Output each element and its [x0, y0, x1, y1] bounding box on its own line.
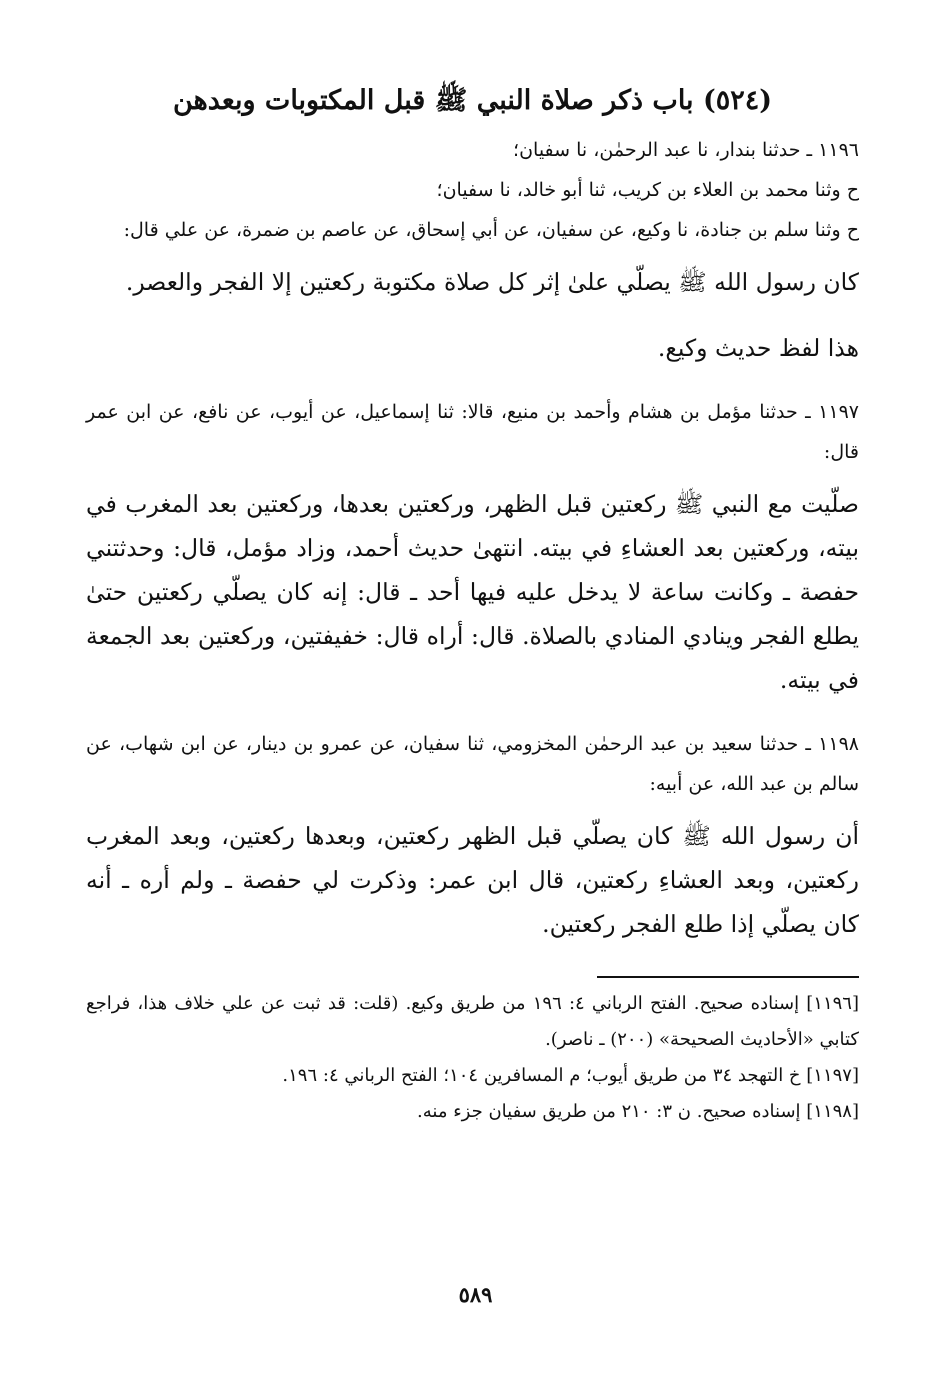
- isnad-chain: ١١٩٨ ـ حدثنا سعيد بن عبد الرحمٰن المخزومي، ثنا سفيان، عن عمرو بن دينار، عن ابن شهاب، عن سالم بن عبد الله، عن أبيه:: [86, 733, 859, 795]
- hadith-text: أن رسول الله ﷺ كان يصلّي قبل الظهر ركعتين، وبعدها ركعتين، وبعد المغرب ركعتين، وبعد العشاءِ ركعتين، قال ابن عمر: وذكرت لي حفصة ـ ولم أره ـ أنه كان يصلّي إذا طلع الفجر ركعتين.: [86, 822, 859, 938]
- footnote-divider: [597, 976, 859, 978]
- hadith-1196: [86, 130, 859, 370]
- footnote: [١١٩٧] خ التهجد ٣٤ من طريق أيوب؛ م المسافرين ١٠٤؛ الفتح الرباني ٤: ١٩٦.: [282, 1065, 859, 1086]
- footnote: [١١٩٦] إسناده صحيح. الفتح الرباني ٤: ١٩٦ من طريق وكيع. (قلت: قد ثبت عن علي خلاف هذا، فراجع كتابي «الأحاديث الصحيحة» (٢٠٠) ـ ناصر).: [86, 993, 859, 1050]
- isnad-chain: ١١٩٧ ـ حدثنا مؤمل بن هشام وأحمد بن منيع، قالا: ثنا إسماعيل، عن أيوب، عن نافع، عن ابن عمر قال:: [86, 401, 859, 463]
- footnote: [١١٩٨] إسناده صحيح. ن ٣: ٢١٠ من طريق سفيان جزء منه.: [417, 1101, 859, 1122]
- page-number: ٥٨٩: [458, 1282, 493, 1307]
- hadith-1198: [86, 724, 859, 946]
- footnotes: [86, 986, 859, 1130]
- hadith-text: صلّيت مع النبي ﷺ ركعتين قبل الظهر، وركعتين بعدها، وركعتين بعد المغرب في بيته، وركعتين بعد العشاءِ في بيته. انتهىٰ حديث أحمد، وزاد مؤمل، قال: وحدثتني حفصة ـ وكانت ساعة لا يدخل عليه فيها أحد ـ قال: إنه كان يصلّي ركعتين حتىٰ يطلع الفجر وينادي المنادي بالصلاة. قال: أراه قال: خفيفتين، وركعتين بعد الجمعة في بيته.: [86, 490, 859, 694]
- isnad-chain: ح وثنا محمد بن العلاء بن كريب، ثنا أبو خالد، نا سفيان؛: [436, 179, 859, 201]
- isnad-chain: ح وثنا سلم بن جنادة، نا وكيع، عن سفيان، عن أبي إسحاق، عن عاصم بن ضمرة، عن علي قال:: [123, 219, 859, 241]
- hadith-text: كان رسول الله ﷺ يصلّي علىٰ إثر كل صلاة مكتوبة ركعتين إلا الفجر والعصر.: [125, 268, 859, 296]
- isnad-chain: ١١٩٦ ـ حدثنا بندار، نا عبد الرحمٰن، نا سفيان؛: [513, 139, 859, 161]
- chapter-title: (٥٢٤) باب ذكر صلاة النبي ﷺ قبل المكتوبات وبعدهن: [172, 85, 773, 116]
- hadith-remark: هذا لفظ حديث وكيع.: [657, 334, 859, 362]
- hadith-1197: [86, 392, 859, 702]
